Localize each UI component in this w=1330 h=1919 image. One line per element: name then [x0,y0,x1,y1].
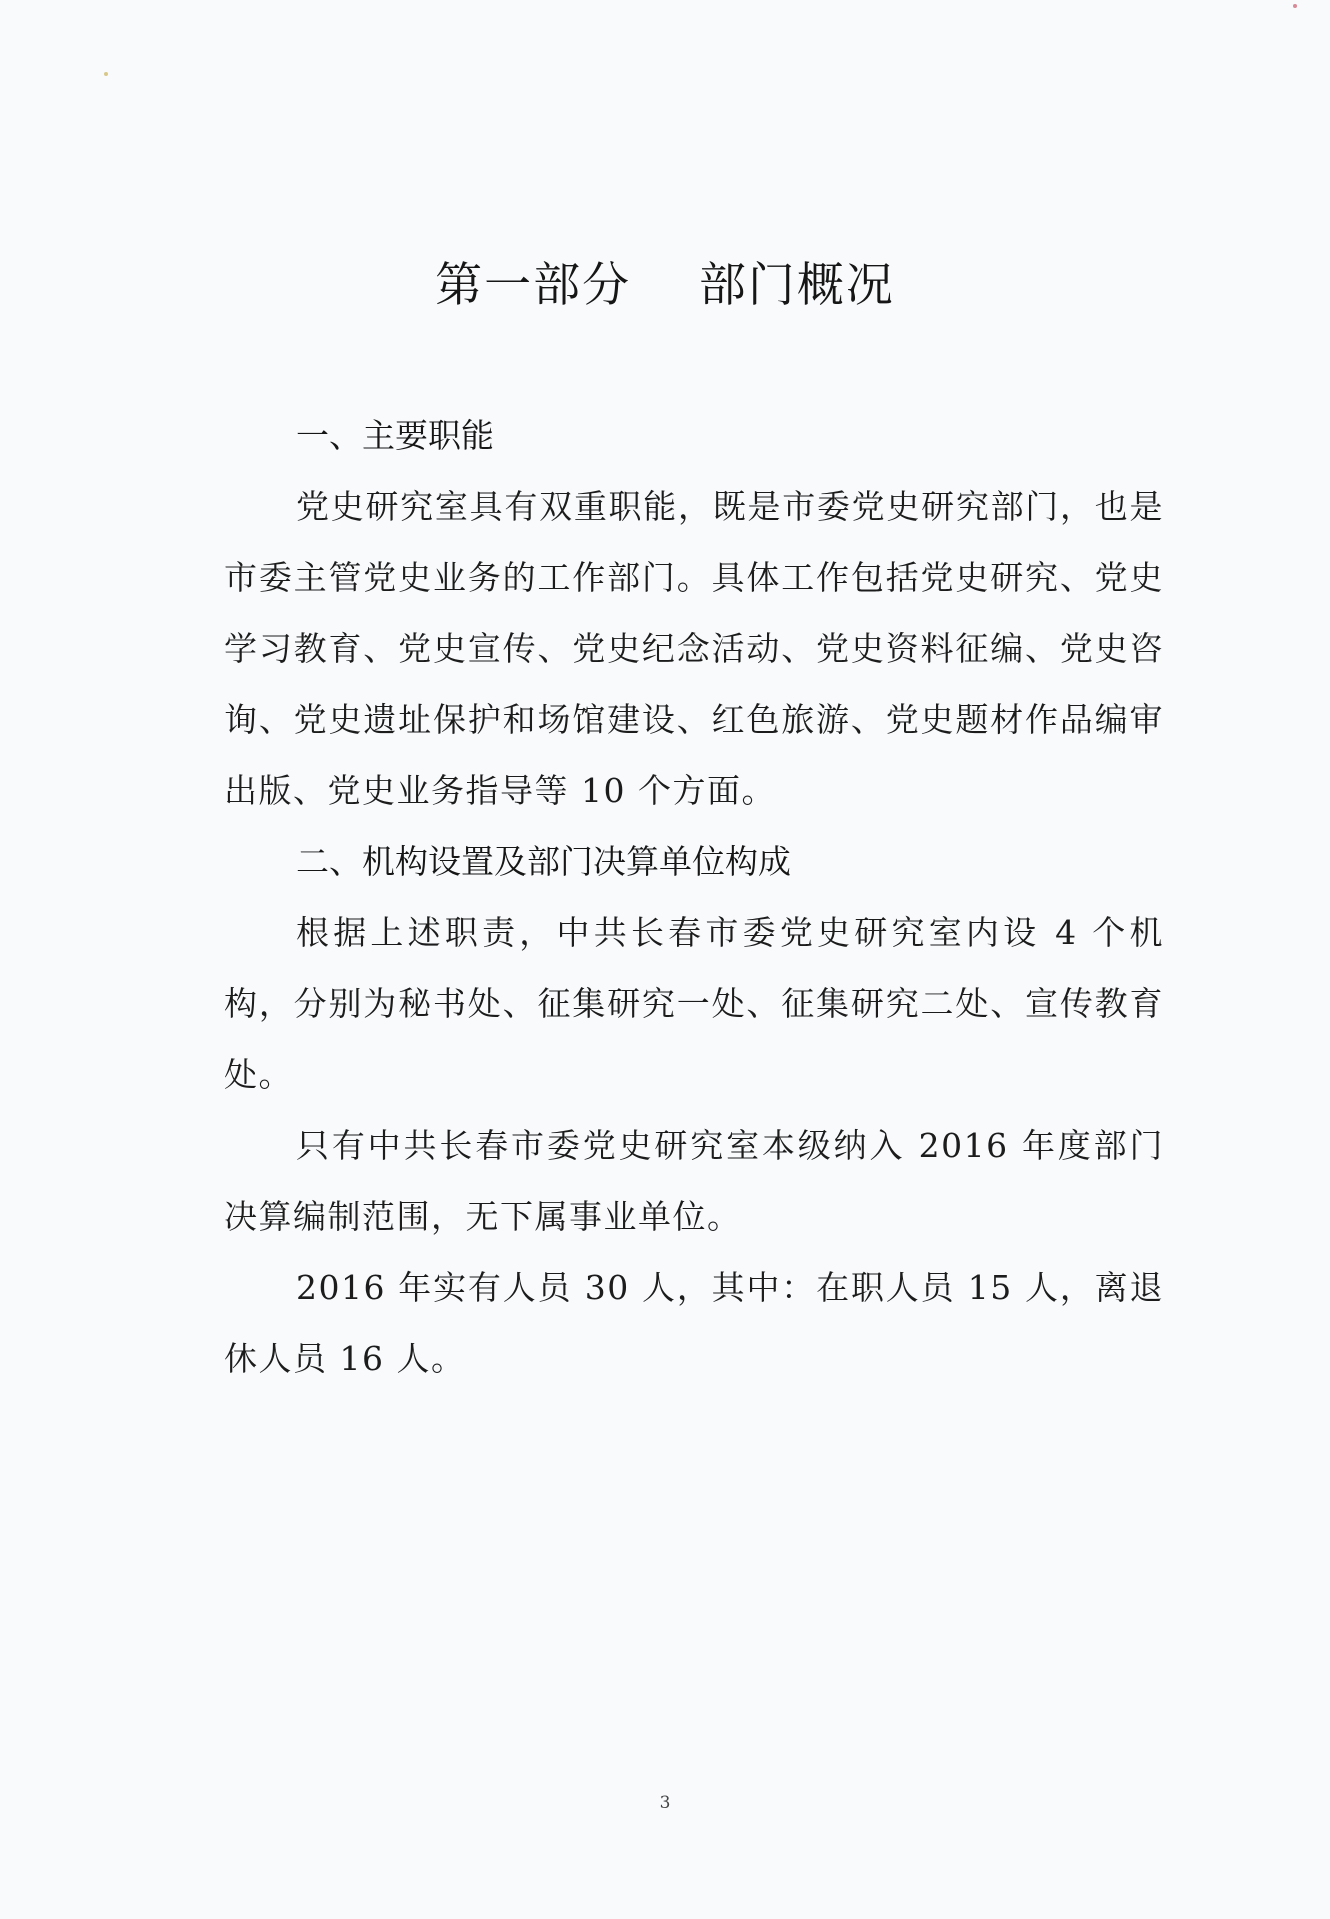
section-heading-structure: 二、机构设置及部门决算单位构成 [296,842,791,881]
scan-speck [1293,4,1297,8]
document-body [224,400,1164,1394]
page-title: 第一部分 部门概况 [435,258,895,313]
paragraph-structure-scope: 只有中共长春市委党史研究室本级纳入 2016 年度部门决算编制范围，无下属事业单位。 [224,1126,1164,1236]
paragraph-functions: 党史研究室具有双重职能，既是市委党史研究部门，也是市委主管党史业务的工作部门。具体工作包括党史研究、党史学习教育、党史宣传、党史纪念活动、党史资料征编、党史咨询、党史遗址保护和场馆建设、红色旅游、党史题材作品编审出版、党史业务指导等 10 个方面。 [224,487,1164,810]
page-number: 3 [659,1793,671,1813]
section-heading-functions: 一、主要职能 [296,416,494,455]
scan-speck [104,72,108,76]
paragraph-structure-staff: 2016 年实有人员 30 人，其中：在职人员 15 人，离退休人员 16 人。 [224,1268,1164,1378]
paragraph-structure-units: 根据上述职责，中共长春市委党史研究室内设 4 个机构，分别为秘书处、征集研究一处、征集研究二处、宣传教育处。 [224,913,1164,1094]
